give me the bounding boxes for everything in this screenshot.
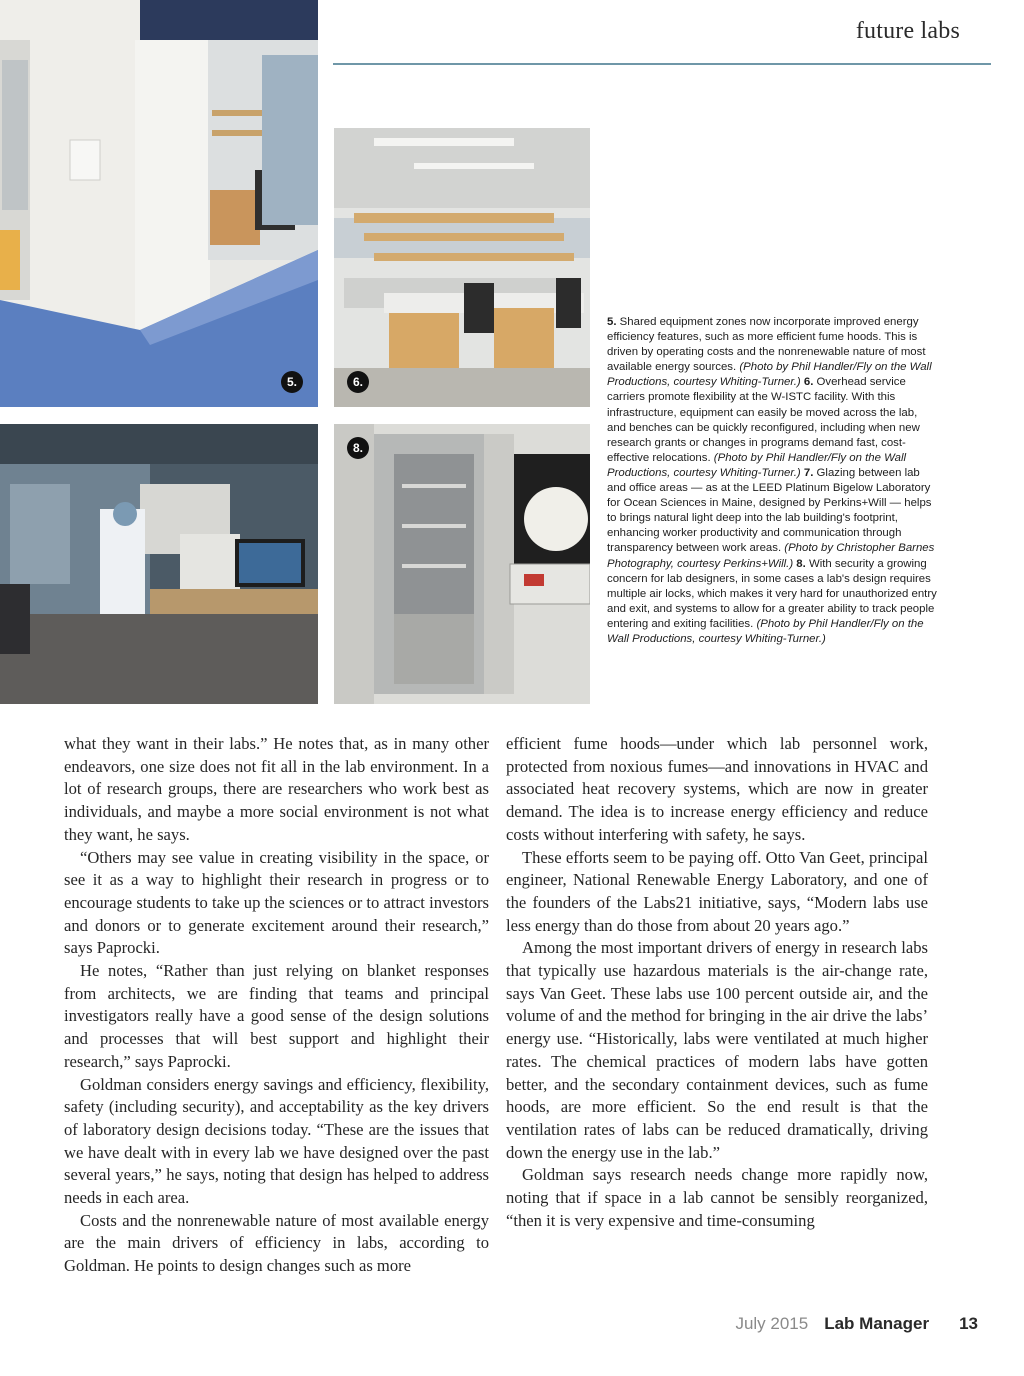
body-paragraph: Among the most important drivers of energy in research labs that typically use hazardous materials is the air-change rate, says Van Geet. These labs use 100 percent outside air, and the volume of and the method for bringing in the air drive the labs’ energy use. “Historically, labs were ventilated at much higher rates. The chemical practices of modern labs have gotten better, and the secondary containment devices, such as fume hoods, are more efficient. So the end result is that the ventilation rates of labs can be reduced dramatically, driving down the energy use in the lab.” [506, 938, 928, 1162]
body-paragraph: These efforts seem to be paying off. Otto Van Geet, principal engineer, National Renewable Energy Laboratory, and one of the founders of the Labs21 initiative, says, “Modern labs use less energy than do those from about 20 years ago.” [506, 847, 928, 935]
body-paragraph: Goldman considers energy savings and efficiency, flexibility, safety (including security), and acceptability as the key drivers of laboratory design decisions today. “These are the issues that we have dealt with in every lab we have designed over the past several years,” he says, noting that design has helped to address needs in each area. [64, 1074, 489, 1208]
section-title: future labs [855, 18, 960, 44]
photo-7 [0, 424, 318, 704]
caption-number: 5. [607, 316, 620, 328]
body-paragraph: “Others may see value in creating visibility in the space, or see it as a way to highlight their research in progress or to encourage students to take up the sciences or to attract investors and donors or to generate excitement around their research,” says Paprocki. [64, 847, 489, 958]
body-paragraph: Goldman says research needs change more rapidly now, noting that if space in a lab cannot be sensibly reorganized, “then it is very expensive and time-consuming [506, 1165, 928, 1230]
caption-number: 8. [796, 557, 809, 570]
photo-8 [334, 424, 590, 704]
body-paragraph: what they want in their labs.” He notes that, as in many other endeavors, one size does not fit all in the lab environment. In a lot of research groups, there are researchers who work best as individuals, and maybe a more social environment is not what they want, he says. [64, 734, 489, 844]
caption-number: 7. [803, 466, 817, 479]
issue-date: July 2015 [735, 1314, 809, 1333]
photo-caption [607, 315, 937, 647]
body-paragraph: efficient fume hoods—under which lab personnel work, protected from noxious fumes—and innovations in HVAC and associated heat recovery systems, which are now in greater demand. The idea is to increase energy efficiency and reduce costs without interfering with safety, he says. [506, 734, 928, 844]
page-footer [735, 1314, 978, 1334]
caption-credit: (Photo by Christopher Barnes Photography, courtesy Perkins+Will.) [607, 542, 935, 570]
caption-text: With security a growing concern for lab designers, in some cases a lab's design requires multiple air locks, which makes it very hard for unauthorized entry and exit, and systems to allow for a greater ability to track people entering and exiting facilities. [607, 557, 937, 630]
caption-credit: (Photo by Phil Handler/Fly on the Wall Productions, courtesy Whiting-Turner.) [607, 361, 932, 389]
page-number: 13 [959, 1314, 978, 1333]
body-paragraph: Costs and the nonrenewable nature of most available energy are the main drivers of efficiency in labs, according to Goldman. He points to design changes such as more [64, 1210, 489, 1276]
photo-5 [0, 0, 318, 407]
caption-text: Glazing between lab and office areas — as at the LEED Platinum Bigelow Laboratory for Ocean Sciences in Maine, designed by Perkins+Will — helps to brings natural light deep into the lab building's footprint, enhancing worker productivity and communication through transparency between work areas. [607, 466, 932, 555]
photo-number-badge: 5. [281, 371, 303, 393]
caption-text: Shared equipment zones now incorporate improved energy efficiency features, such as more efficient fume hoods. This is driven by operating costs and the nonrenewable nature of most available energy sources. [607, 316, 926, 374]
photo-number-badge: 6. [347, 371, 369, 393]
caption-text: Overhead service carriers promote flexibility at the W-ISTC facility. With this infrastructure, equipment can easily be moved across the lab, and benches can be quickly reconfigured, including when new research grants or changes in programs demand fast, cost-effective relocations. [607, 376, 920, 464]
magazine-name: Lab Manager [824, 1314, 930, 1333]
photo-number-badge: 8. [347, 437, 369, 459]
body-column-left [64, 733, 489, 1278]
caption-credit: (Photo by Phil Handler/Fly on the Wall Productions, courtesy Whiting-Turner.) [607, 451, 907, 479]
body-paragraph: He notes, “Rather than just relying on blanket responses from architects, we are finding that teams and principal investigators really have a good sense of the design solutions and processes that will best support and highlight their research,” says Paprocki. [64, 961, 489, 1071]
body-column-right [506, 733, 928, 1232]
caption-credit: (Photo by Phil Handler/Fly on the Wall Productions, courtesy Whiting-Turner.) [607, 617, 924, 645]
header-rule [333, 63, 991, 65]
photo-6 [334, 128, 590, 407]
caption-number: 6. [803, 376, 817, 389]
